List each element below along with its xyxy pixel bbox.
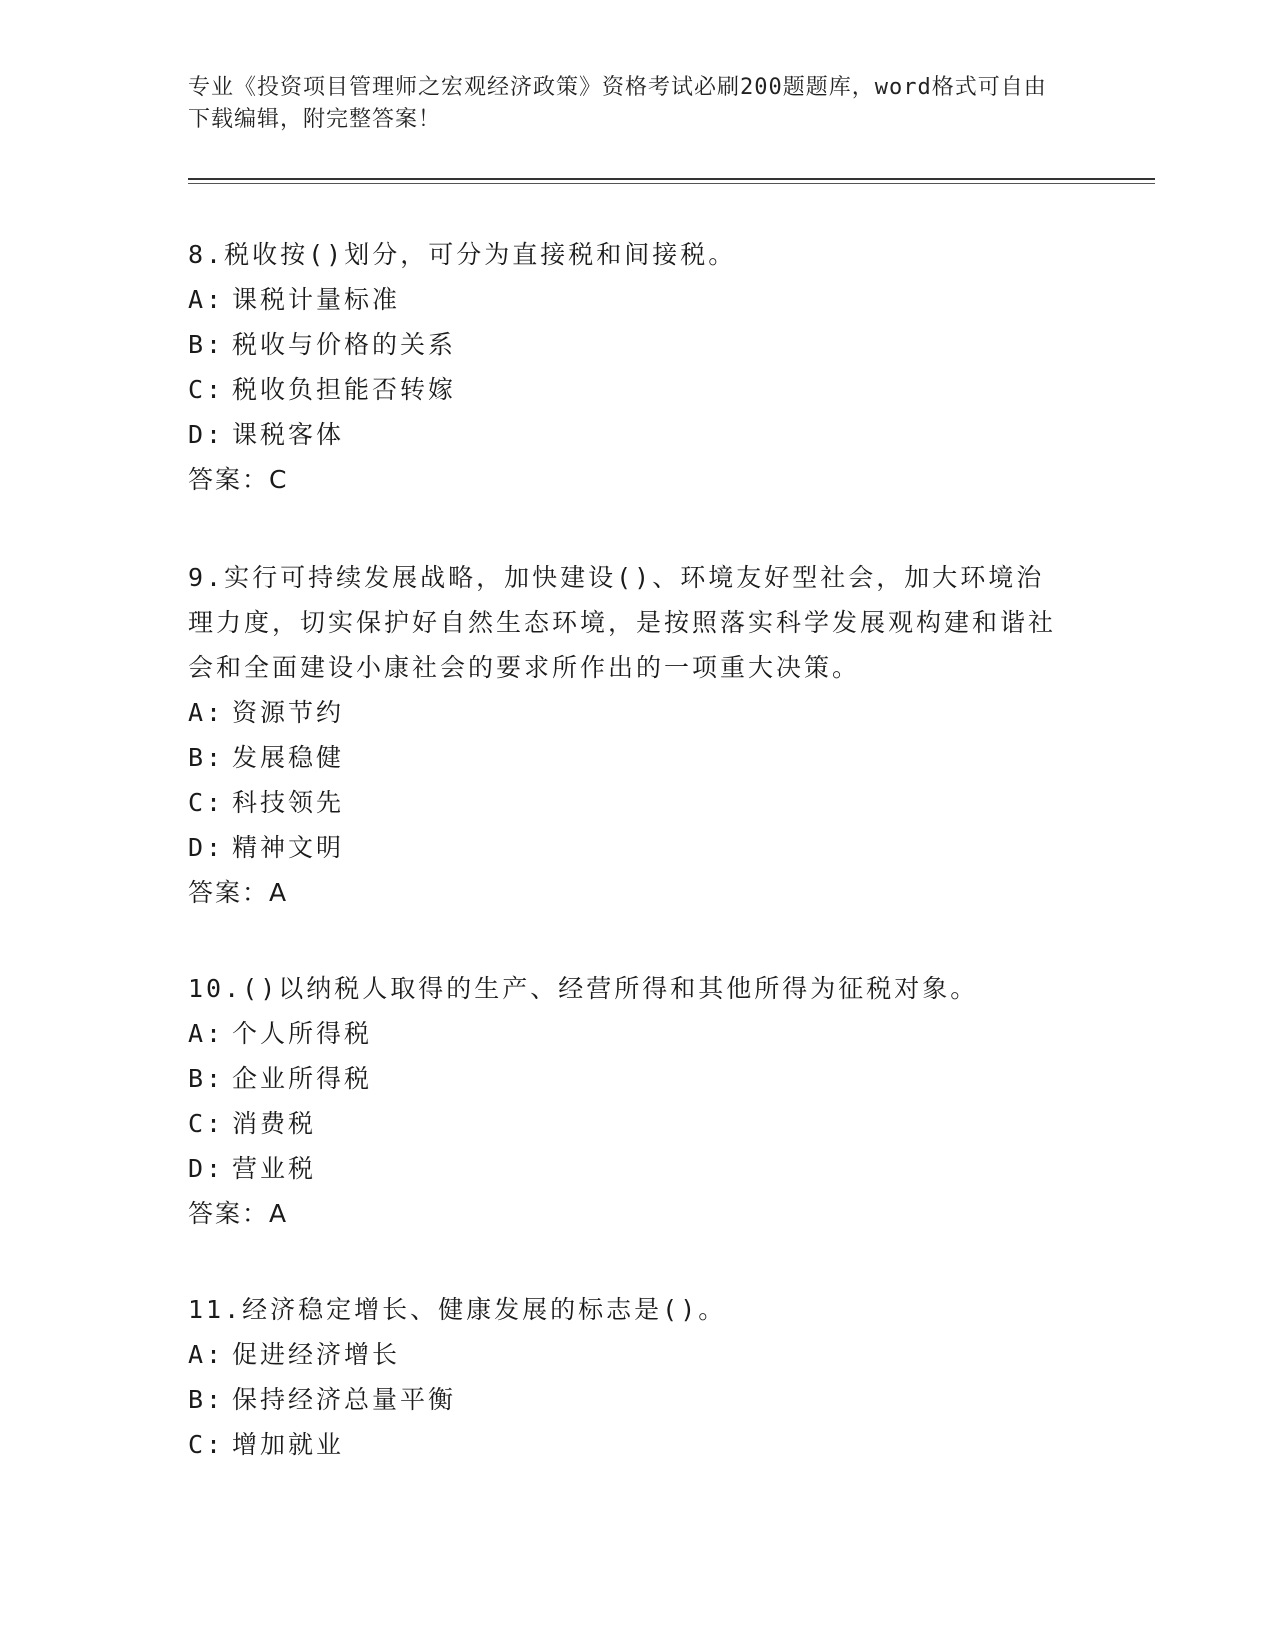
option-a <box>188 277 1068 322</box>
option-b <box>188 1377 1068 1422</box>
question-10 <box>188 966 1068 1236</box>
option-text: 保持经济总量平衡 <box>232 1385 457 1414</box>
option-letter: B: <box>188 330 225 359</box>
option-letter: C: <box>188 788 225 817</box>
option-text: 促进经济增长 <box>232 1340 401 1369</box>
question-stem: 9.实行可持续发展战略，加快建设()、环境友好型社会，加大环境治理力度，切实保护好自然生态环境，是按照落实科学发展观构建和谐社会和全面建设小康社会的要求所作出的一项重大决策。 <box>188 563 1057 682</box>
answer-line: 答案：A <box>188 878 289 907</box>
option-text: 课税客体 <box>232 420 345 449</box>
option-letter: A: <box>188 285 225 314</box>
option-letter: D: <box>188 833 225 862</box>
option-text: 精神文明 <box>232 833 345 862</box>
option-d <box>188 1146 1068 1191</box>
question-9 <box>188 555 1068 915</box>
answer-line: 答案：C <box>188 465 289 494</box>
option-letter: A: <box>188 698 225 727</box>
answer-line: 答案：A <box>188 1199 289 1228</box>
option-c <box>188 367 1068 412</box>
question-stem: 11.经济稳定增长、健康发展的标志是()。 <box>188 1295 727 1324</box>
question-11 <box>188 1287 1068 1467</box>
option-c <box>188 1422 1068 1467</box>
option-text: 税收负担能否转嫁 <box>232 375 457 404</box>
option-letter: C: <box>188 1430 225 1459</box>
option-d <box>188 412 1068 457</box>
option-b <box>188 1056 1068 1101</box>
option-c <box>188 780 1068 825</box>
option-text: 个人所得税 <box>232 1019 373 1048</box>
option-c <box>188 1101 1068 1146</box>
option-d <box>188 825 1068 870</box>
option-text: 发展稳健 <box>232 743 345 772</box>
option-a <box>188 1332 1068 1377</box>
option-text: 消费税 <box>232 1109 317 1138</box>
option-letter: C: <box>188 375 225 404</box>
option-letter: C: <box>188 1109 225 1138</box>
option-letter: D: <box>188 420 225 449</box>
option-b <box>188 322 1068 367</box>
option-text: 税收与价格的关系 <box>232 330 457 359</box>
option-text: 资源节约 <box>232 698 345 727</box>
option-a <box>188 690 1068 735</box>
question-stem: 10.()以纳税人取得的生产、经营所得和其他所得为征税对象。 <box>188 974 979 1003</box>
option-a <box>188 1011 1068 1056</box>
header-divider-thin <box>188 183 1155 184</box>
option-text: 科技领先 <box>232 788 345 817</box>
option-letter: A: <box>188 1019 225 1048</box>
question-stem: 8.税收按()划分，可分为直接税和间接税。 <box>188 240 737 269</box>
option-letter: D: <box>188 1154 225 1183</box>
question-8 <box>188 232 1068 502</box>
option-letter: B: <box>188 743 225 772</box>
document-header: 专业《投资项目管理师之宏观经济政策》资格考试必刷200题题库，word格式可自由下载编辑，附完整答案！ <box>188 75 1047 132</box>
option-text: 增加就业 <box>232 1430 345 1459</box>
option-letter: B: <box>188 1385 225 1414</box>
option-text: 课税计量标准 <box>232 285 401 314</box>
option-letter: A: <box>188 1340 225 1369</box>
option-letter: B: <box>188 1064 225 1093</box>
option-text: 营业税 <box>232 1154 317 1183</box>
option-b <box>188 735 1068 780</box>
header-divider-thick <box>188 178 1155 180</box>
option-text: 企业所得税 <box>232 1064 373 1093</box>
